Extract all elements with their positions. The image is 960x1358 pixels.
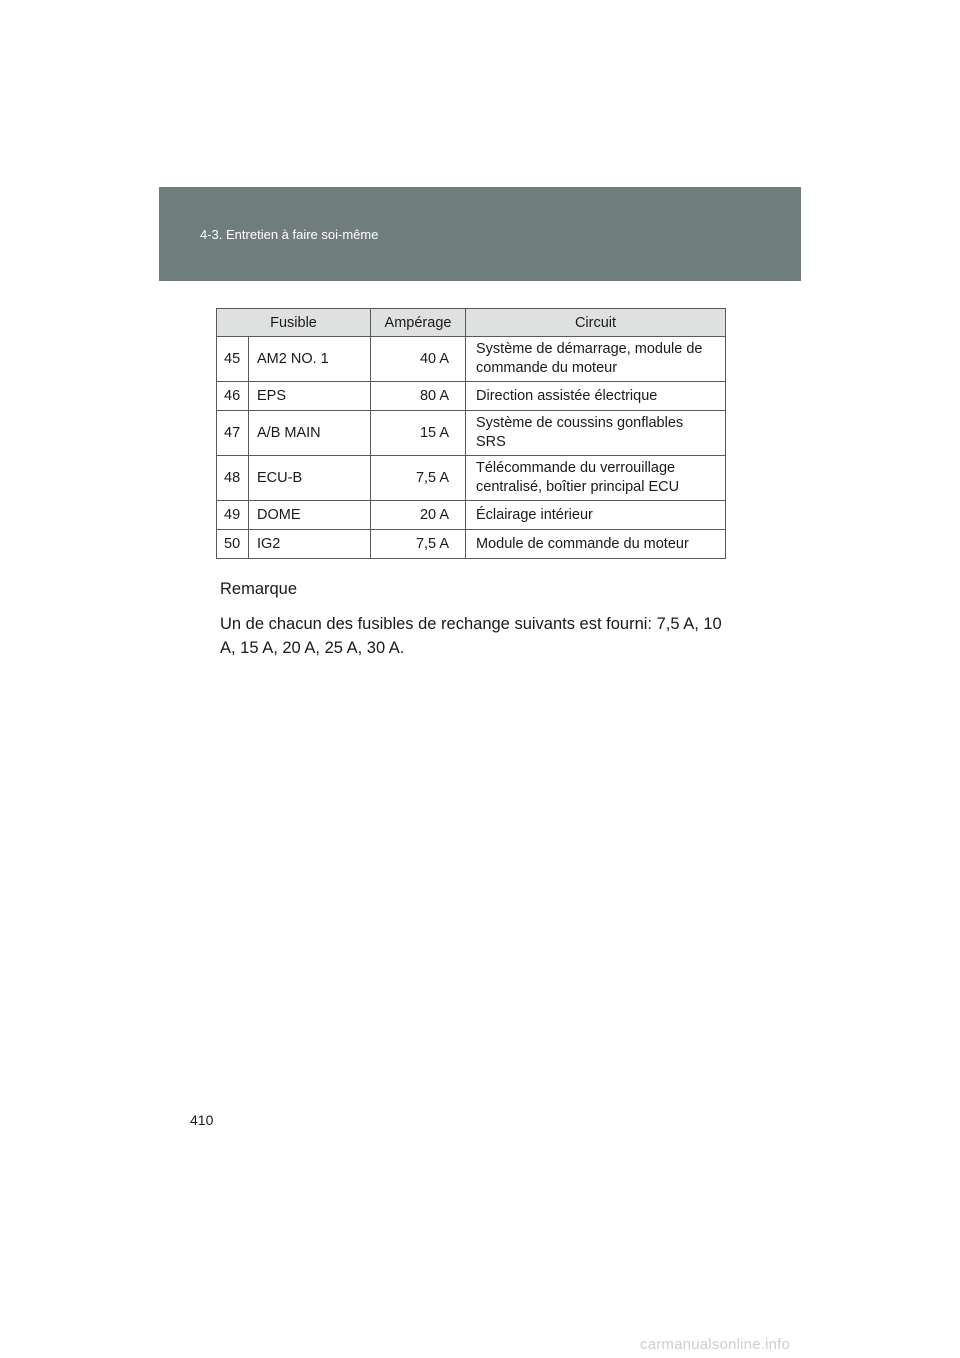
- table-row: [217, 530, 726, 559]
- fuse-number: 47: [217, 411, 249, 456]
- fuse-name: AM2 NO. 1: [249, 337, 371, 382]
- fuse-number: 49: [217, 501, 249, 530]
- fuse-name: DOME: [249, 501, 371, 530]
- note-body-line-2: A, 15 A, 20 A, 25 A, 30 A.: [220, 639, 405, 657]
- fuse-amperage: 7,5 A: [371, 456, 466, 501]
- watermark: carmanualsonline.info: [640, 1336, 791, 1353]
- circuit-line-2: commande du moteur: [476, 360, 618, 376]
- circuit-line-1: Télécommande du verrouillage: [476, 460, 676, 476]
- table-row: [217, 382, 726, 411]
- fuse-circuit: Direction assistée électrique: [466, 382, 726, 411]
- fuse-number: 45: [217, 337, 249, 382]
- fuse-number: 48: [217, 456, 249, 501]
- page-number: 410: [190, 1112, 214, 1128]
- fuse-name: A/B MAIN: [249, 411, 371, 456]
- note-body: [220, 612, 750, 660]
- column-header-fusible: Fusible: [217, 309, 371, 337]
- fuse-amperage: 7,5 A: [371, 530, 466, 559]
- fuse-circuit: Éclairage intérieur: [466, 501, 726, 530]
- table-row: [217, 501, 726, 530]
- fuse-name: EPS: [249, 382, 371, 411]
- note-title: Remarque: [220, 580, 298, 598]
- fuse-table: [216, 308, 726, 559]
- fuse-number: 50: [217, 530, 249, 559]
- fuse-amperage: 40 A: [371, 337, 466, 382]
- fuse-name: ECU-B: [249, 456, 371, 501]
- fuse-amperage: 80 A: [371, 382, 466, 411]
- table-row: [217, 456, 726, 501]
- section-title: 4-3. Entretien à faire soi-même: [200, 227, 379, 242]
- column-header-amperage: Ampérage: [371, 309, 466, 337]
- fuse-circuit: [466, 337, 726, 382]
- table-row: [217, 337, 726, 382]
- circuit-line-1: Système de coussins gonflables: [476, 415, 684, 431]
- circuit-line-2: SRS: [476, 434, 506, 450]
- fuse-number: 46: [217, 382, 249, 411]
- fuse-circuit: Module de commande du moteur: [466, 530, 726, 559]
- fuse-amperage: 20 A: [371, 501, 466, 530]
- column-header-circuit: Circuit: [466, 309, 726, 337]
- table-header-row: [217, 309, 726, 337]
- table-row: [217, 411, 726, 456]
- note-body-line-1: Un de chacun des fusibles de rechange suivants est fourni: 7,5 A, 10: [220, 615, 722, 633]
- fuse-amperage: 15 A: [371, 411, 466, 456]
- fuse-circuit: [466, 456, 726, 501]
- circuit-line-2: centralisé, boîtier principal ECU: [476, 479, 680, 495]
- fuse-circuit: [466, 411, 726, 456]
- fuse-name: IG2: [249, 530, 371, 559]
- circuit-line-1: Système de démarrage, module de: [476, 341, 703, 357]
